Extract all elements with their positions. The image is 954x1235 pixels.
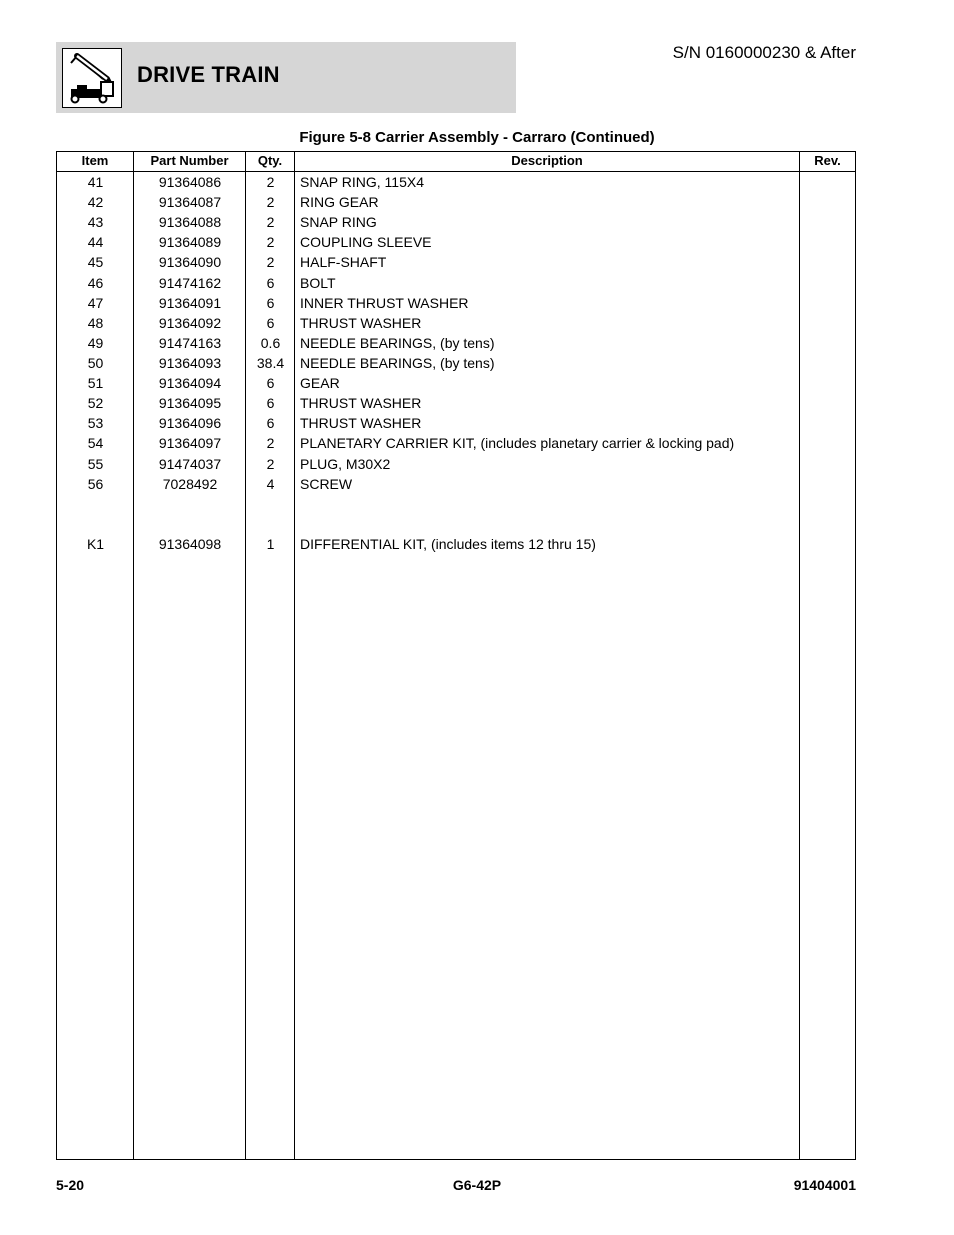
part-number-cell: 91364090: [158, 254, 222, 270]
table-row: [57, 233, 855, 253]
part-number-cell: 91364086: [158, 174, 222, 190]
table-row: [57, 294, 855, 314]
qty-cell: 2: [266, 254, 275, 270]
item-cell: 44: [87, 234, 104, 250]
part-number-cell: 91474163: [158, 335, 222, 351]
item-cell: K1: [86, 536, 105, 552]
part-number-cell: 91364093: [158, 355, 222, 371]
description-cell: SNAP RING, 115X4: [300, 174, 424, 190]
part-number-cell: 91474037: [158, 456, 222, 472]
description-cell: THRUST WASHER: [300, 395, 422, 411]
qty-cell: 2: [266, 214, 275, 230]
item-cell: 55: [87, 456, 104, 472]
part-number-cell: 91364091: [158, 295, 222, 311]
item-cell: 42: [87, 194, 104, 210]
column-header-description: Description: [511, 153, 583, 168]
table-row: [57, 414, 855, 434]
table-row: [57, 213, 855, 233]
part-number-cell: 91364088: [158, 214, 222, 230]
description-cell: HALF-SHAFT: [300, 254, 387, 270]
qty-cell: 2: [266, 194, 275, 210]
description-cell: SNAP RING: [300, 214, 377, 230]
qty-cell: 6: [266, 315, 275, 331]
table-row: [57, 173, 855, 193]
item-cell: 56: [87, 476, 104, 492]
qty-cell: 6: [266, 395, 275, 411]
part-number-cell: 91364089: [158, 234, 222, 250]
qty-cell: 6: [266, 415, 275, 431]
part-number-cell: 91364087: [158, 194, 222, 210]
column-header-rev: Rev.: [814, 153, 841, 168]
item-cell: 46: [87, 275, 104, 291]
part-number-cell: 91364097: [158, 435, 222, 451]
description-cell: DIFFERENTIAL KIT, (includes items 12 thru 15): [300, 536, 596, 552]
model-number: G6-42P: [452, 1177, 502, 1193]
item-cell: 53: [87, 415, 104, 431]
header-band: [56, 42, 516, 113]
header-divider: [57, 171, 855, 172]
table-row: [57, 354, 855, 374]
description-cell: COUPLING SLEEVE: [300, 234, 432, 250]
section-title: DRIVE TRAIN: [137, 62, 280, 87]
description-cell: THRUST WASHER: [300, 315, 422, 331]
part-number-cell: 91364096: [158, 415, 222, 431]
part-number-cell: 91364094: [158, 375, 222, 391]
parts-table: [56, 151, 856, 1160]
item-cell: 41: [87, 174, 104, 190]
part-number-cell: 91474162: [158, 275, 222, 291]
qty-cell: 2: [266, 234, 275, 250]
qty-cell: 4: [266, 476, 275, 492]
qty-cell: 1: [266, 536, 275, 552]
table-row: [57, 374, 855, 394]
item-cell: 50: [87, 355, 104, 371]
column-header-item: Item: [81, 153, 109, 168]
aerial-lift-icon: [62, 48, 122, 108]
table-row: [57, 193, 855, 213]
item-cell: 49: [87, 335, 104, 351]
description-cell: SCREW: [300, 476, 353, 492]
qty-cell: 0.6: [260, 335, 281, 351]
manual-number: 91404001: [793, 1177, 856, 1193]
description-cell: THRUST WASHER: [300, 415, 422, 431]
table-row: [57, 394, 855, 414]
part-number-cell: 91364098: [158, 536, 222, 552]
qty-cell: 6: [266, 275, 275, 291]
qty-cell: 2: [266, 435, 275, 451]
table-row: [57, 334, 855, 354]
table-row: [57, 314, 855, 334]
table-row: [57, 535, 855, 555]
item-cell: 45: [87, 254, 104, 270]
description-cell: NEEDLE BEARINGS, (by tens): [300, 335, 495, 351]
qty-cell: 6: [266, 295, 275, 311]
column-header-qty: Qty.: [257, 153, 283, 168]
description-cell: INNER THRUST WASHER: [300, 295, 469, 311]
table-row: [57, 475, 855, 495]
description-cell: PLUG, M30X2: [300, 456, 391, 472]
part-number-cell: 91364092: [158, 315, 222, 331]
serial-number: S/N 0160000230 & After: [672, 43, 856, 62]
part-number-cell: 7028492: [162, 476, 218, 492]
table-row: [57, 455, 855, 475]
qty-cell: 38.4: [256, 355, 285, 371]
item-cell: 52: [87, 395, 104, 411]
item-cell: 47: [87, 295, 104, 311]
description-cell: BOLT: [300, 275, 336, 291]
column-header-part-number: Part Number: [150, 153, 229, 168]
table-row: [57, 274, 855, 294]
part-number-cell: 91364095: [158, 395, 222, 411]
description-cell: GEAR: [300, 375, 340, 391]
table-row: [57, 434, 855, 454]
qty-cell: 2: [266, 456, 275, 472]
qty-cell: 6: [266, 375, 275, 391]
description-cell: PLANETARY CARRIER KIT, (includes planetary carrier & locking pad): [300, 435, 735, 451]
page-number: 5-20: [56, 1177, 85, 1193]
qty-cell: 2: [266, 174, 275, 190]
item-cell: 54: [87, 435, 104, 451]
description-cell: NEEDLE BEARINGS, (by tens): [300, 355, 495, 371]
figure-title: Figure 5-8 Carrier Assembly - Carraro (Continued): [299, 129, 655, 146]
description-cell: RING GEAR: [300, 194, 379, 210]
table-row: [57, 253, 855, 273]
item-cell: 48: [87, 315, 104, 331]
item-cell: 43: [87, 214, 104, 230]
item-cell: 51: [87, 375, 104, 391]
